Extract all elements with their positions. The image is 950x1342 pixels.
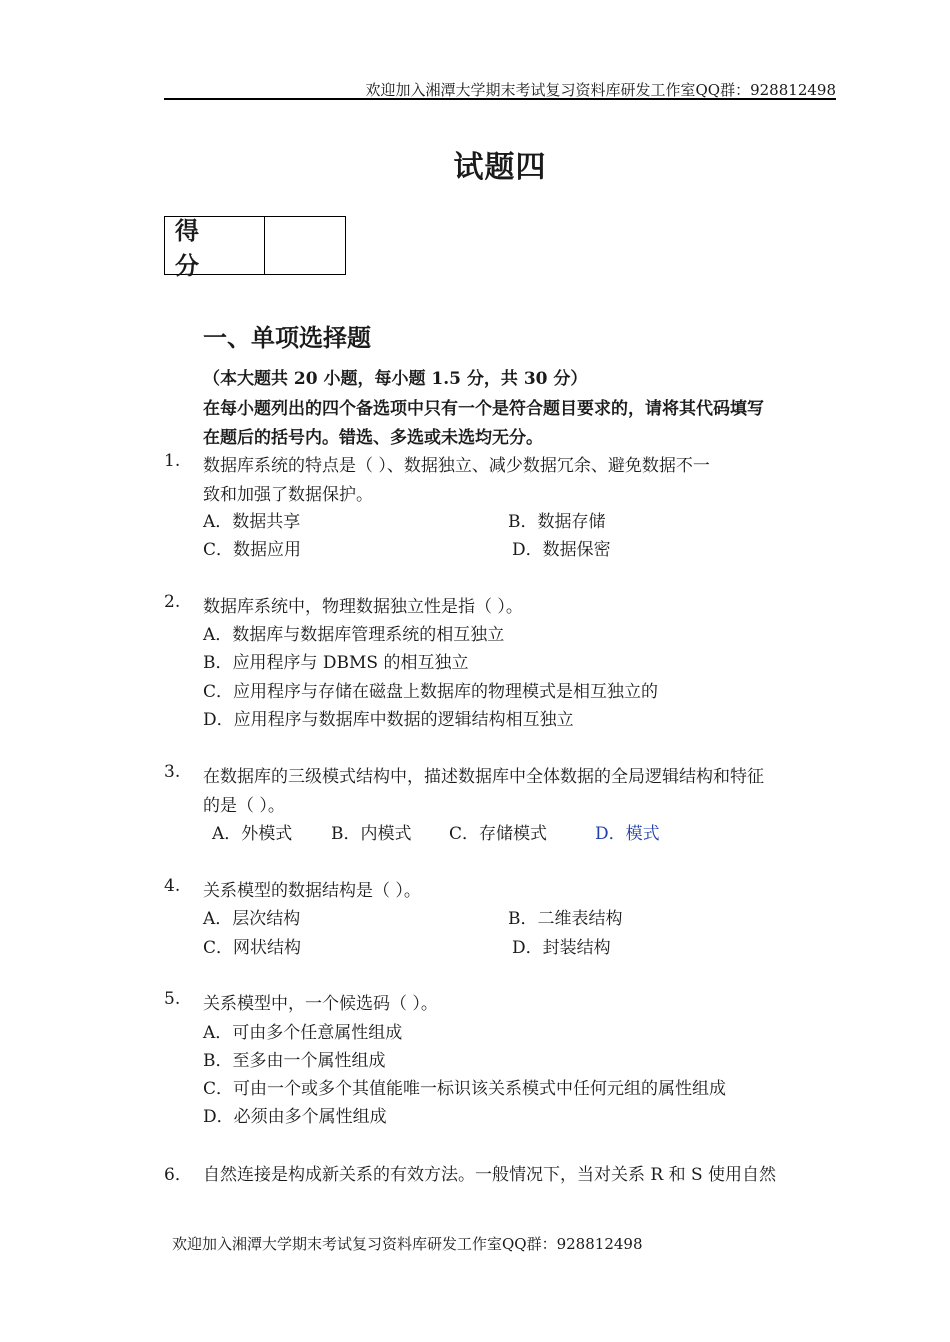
section-instruction: 在每小题列出的四个备选项中只有一个是符合题目要求的，请将其代码填写 [203,399,764,419]
header-rule [164,98,836,100]
option-a: A．外模式 [212,824,293,844]
score-box [164,215,346,280]
question-text: 的是（ ）。 [203,796,285,816]
option-b: B．数据存储 [508,512,606,532]
option-d-highlighted: D．模式 [595,824,660,844]
page-header: 欢迎加入湘潭大学期末考试复习资料库研发工作室QQ群：928812498 [365,81,836,99]
option-b: B．至多由一个属性组成 [203,1051,386,1071]
option-d: D．数据保密 [512,540,611,560]
question-text: 数据库系统的特点是（ ）、数据独立、减少数据冗余、避免数据不一 [203,456,710,476]
section-instruction: 在题后的括号内。错选、多选或未选均无分。 [203,428,543,448]
question-text: 在数据库的三级模式结构中，描述数据库中全体数据的全局逻辑结构和特征 [203,767,764,787]
question-text: 致和加强了数据保护。 [203,485,373,505]
score-label: 得 分 [165,217,265,274]
question-number: 3. [164,762,181,782]
question-text: 关系模型中，一个候选码（ ）。 [203,994,438,1014]
section-subtitle: （本大题共 20 小题，每小题 1.5 分，共 30 分） [203,369,588,389]
question-number: 4. [164,876,181,896]
option-d: D．必须由多个属性组成 [203,1107,387,1127]
option-b: B．内模式 [331,824,412,844]
question-number: 2. [164,592,181,612]
option-d: D．应用程序与数据库中数据的逻辑结构相互独立 [203,710,574,730]
question-number: 1. [164,451,181,471]
section-title: 一、单项选择题 [203,323,371,352]
option-c: C．应用程序与存储在磁盘上数据库的物理模式是相互独立的 [203,682,659,702]
option-c: C．存储模式 [449,824,548,844]
option-b: B．应用程序与 DBMS 的相互独立 [203,653,469,673]
page-title: 试题四 [453,150,547,185]
option-a: A．层次结构 [203,909,301,929]
score-value-cell [265,217,345,274]
option-b: B．二维表结构 [508,909,623,929]
question-text: 数据库系统中，物理数据独立性是指（ ）。 [203,597,523,617]
question-text: 关系模型的数据结构是（ ）。 [203,881,421,901]
question-text: 自然连接是构成新关系的有效方法。一般情况下，当对关系 R 和 S 使用自然 [203,1165,777,1185]
option-c: C．网状结构 [203,938,302,958]
option-a: A．可由多个任意属性组成 [203,1023,403,1043]
question-number: 6． [164,1165,192,1185]
option-c: C．数据应用 [203,540,302,560]
option-d: D．封装结构 [512,938,611,958]
option-a: A．数据库与数据库管理系统的相互独立 [203,625,505,645]
option-c: C．可由一个或多个其值能唯一标识该关系模式中任何元组的属性组成 [203,1079,727,1099]
option-a: A．数据共享 [203,512,301,532]
page-footer: 欢迎加入湘潭大学期末考试复习资料库研发工作室QQ群：928812498 [172,1235,643,1253]
question-number: 5. [164,989,181,1009]
